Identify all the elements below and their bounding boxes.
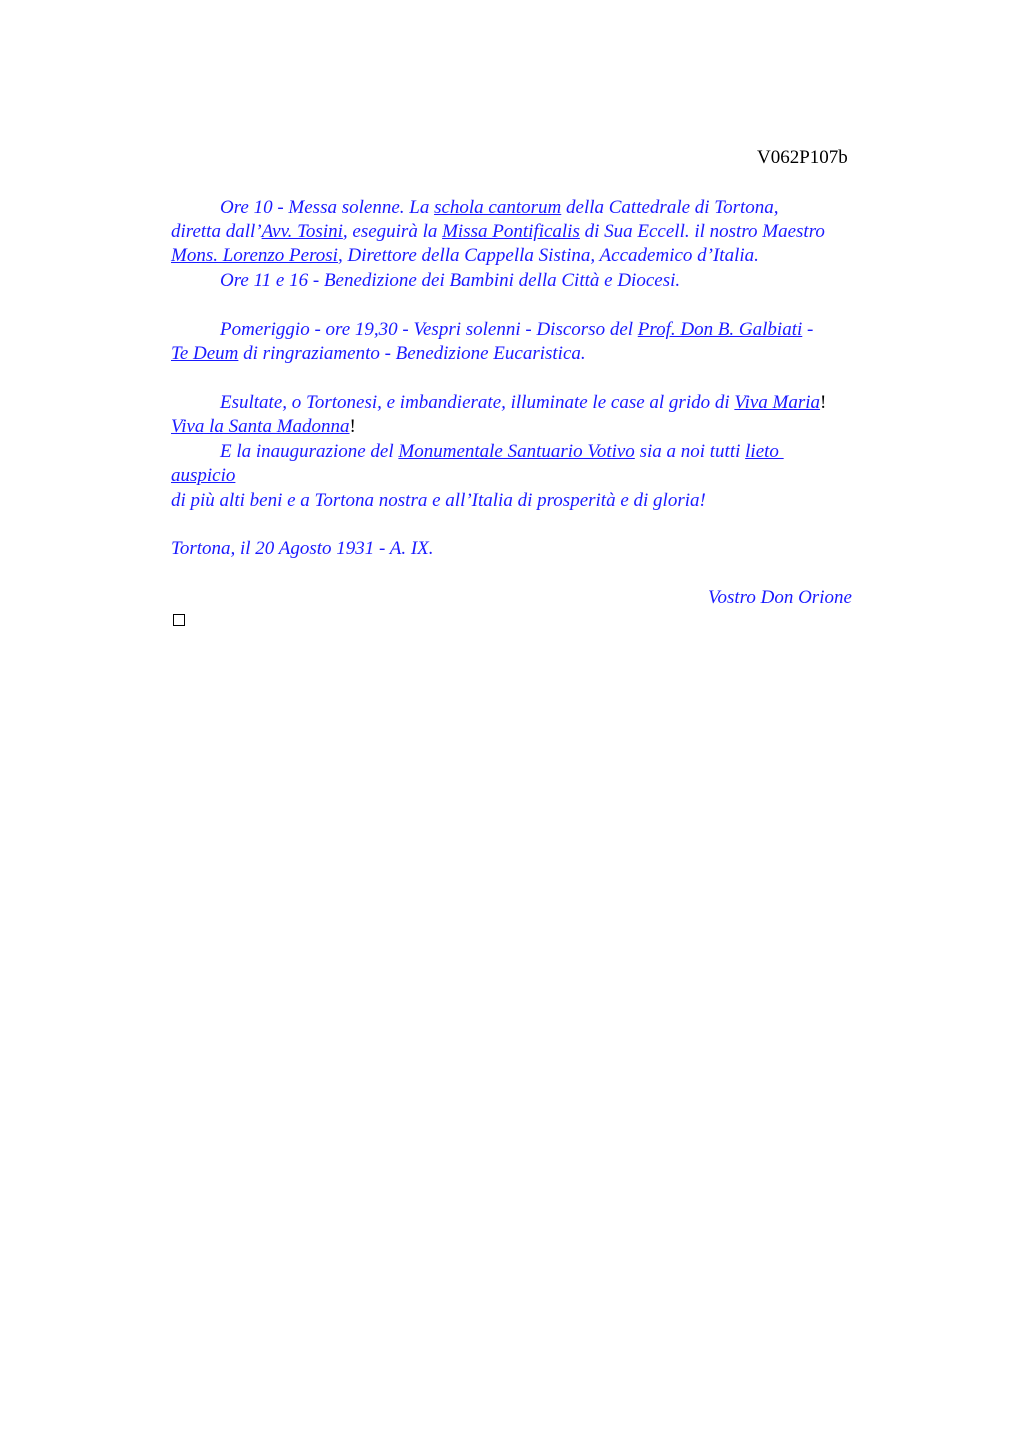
paragraph-1-line-3 <box>171 244 759 268</box>
text-segment: E la inaugurazione del <box>220 441 399 462</box>
document-id: V062P107b <box>757 147 848 168</box>
paragraph-3-line-1 <box>220 391 826 415</box>
paragraph-3-line-3 <box>220 440 784 464</box>
text-segment: Esultate, o Tortonesi, e imbandierate, illuminate le case al grido di <box>220 392 735 413</box>
don-galbiati-link[interactable]: Prof. Don B. Galbiati <box>637 319 803 340</box>
te-deum-link[interactable]: Te Deum <box>171 343 239 364</box>
viva-maria-link[interactable]: Viva Maria <box>734 392 821 413</box>
paragraph-1-line-4 <box>220 269 680 293</box>
paragraph-2-line-1 <box>220 318 813 342</box>
signature: Vostro Don Orione <box>708 587 852 608</box>
text-segment: Ore 11 e 16 - Benedizione dei Bambini della Città e Diocesi. <box>220 270 681 291</box>
date-line: Tortona, il 20 Agosto 1931 - A. IX. <box>171 538 434 559</box>
text-segment: di più alti beni e a Tortona nostra e all’Italia di prosperità e di gloria! <box>171 490 706 511</box>
exclamation-mark: ! <box>349 416 356 437</box>
avv-tosini-link[interactable]: Avv. Tosini <box>261 221 343 242</box>
text-segment: della Cattedrale di Tortona, <box>561 197 779 218</box>
paragraph-2-line-2 <box>171 342 586 366</box>
lorenzo-perosi-link[interactable]: Mons. Lorenzo Perosi <box>171 245 338 266</box>
santuario-votivo-link[interactable]: Monumentale Santuario Votivo <box>398 441 635 462</box>
paragraph-1-line-2 <box>171 220 825 244</box>
paragraph-1-line-1 <box>220 196 779 220</box>
text-segment: - <box>802 319 814 340</box>
paragraph-3-line-5 <box>171 489 706 513</box>
text-segment: di ringraziamento - Benedizione Eucaristica. <box>238 343 586 364</box>
auspicio-link[interactable]: auspicio <box>171 465 236 486</box>
text-segment: , Direttore della Cappella Sistina, Accademico d’Italia. <box>337 245 759 266</box>
missa-pontificalis-link[interactable]: Missa Pontificalis <box>442 221 580 242</box>
text-segment: Ore 10 - Messa solenne. La <box>220 197 435 218</box>
text-segment: Pomeriggio - ore 19,30 - Vespri solenni - Discorso del <box>220 319 638 340</box>
text-segment: , eseguirà la <box>342 221 443 242</box>
exclamation-mark: ! <box>820 392 827 413</box>
text-segment: diretta dall’ <box>171 221 262 242</box>
text-segment: di Sua Eccell. il nostro Maestro <box>579 221 825 242</box>
paragraph-3-line-2 <box>171 415 356 439</box>
text-segment: sia a noi tutti <box>634 441 746 462</box>
lieto-link[interactable]: lieto <box>745 441 784 462</box>
viva-santa-madonna-link[interactable]: Viva la Santa Madonna <box>171 416 350 437</box>
checkbox-icon[interactable] <box>173 614 185 626</box>
paragraph-3-line-4 <box>171 464 235 488</box>
schola-cantorum-link[interactable]: schola cantorum <box>434 197 562 218</box>
